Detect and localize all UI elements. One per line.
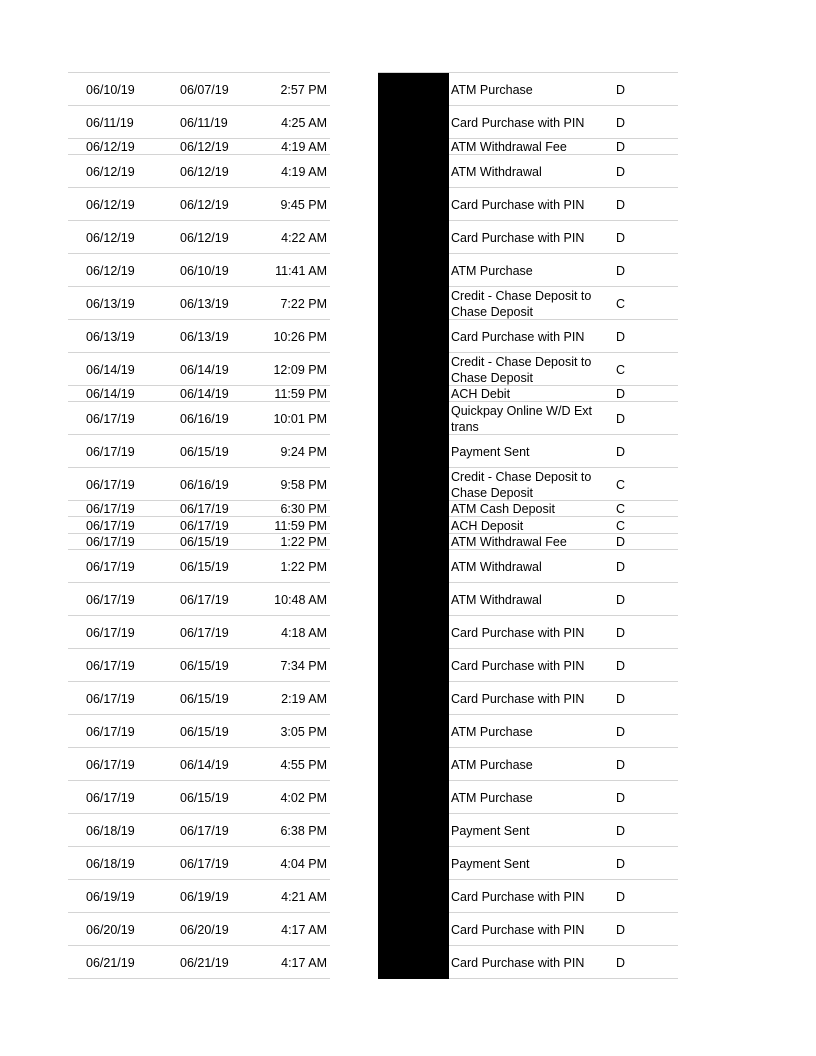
table-row xyxy=(0,682,816,715)
table-row xyxy=(0,320,816,353)
posted-date-cell: 06/17/19 xyxy=(86,518,135,533)
table-row xyxy=(0,221,816,254)
transaction-time-cell: 4:02 PM xyxy=(280,790,327,805)
description-cell: Credit - Chase Deposit to Chase Deposit xyxy=(451,469,592,500)
description-cell: Card Purchase with PIN xyxy=(451,329,585,344)
transaction-date-cell: 06/12/19 xyxy=(180,164,229,179)
table-row xyxy=(0,353,816,386)
debit-credit-cell: C xyxy=(616,518,626,533)
description-cell: ATM Withdrawal xyxy=(451,592,542,607)
transaction-time-cell: 4:04 PM xyxy=(280,856,327,871)
debit-credit-cell: D xyxy=(616,411,626,426)
table-row xyxy=(0,468,816,501)
debit-credit-cell: D xyxy=(616,387,626,401)
description-cell: Credit - Chase Deposit to Chase Deposit xyxy=(451,354,592,385)
transaction-date-cell: 06/15/19 xyxy=(180,535,229,549)
posted-date-cell: 06/10/19 xyxy=(86,82,135,97)
redaction-block xyxy=(378,715,449,748)
debit-credit-cell: D xyxy=(616,535,626,549)
redaction-block xyxy=(378,106,449,139)
redaction-block xyxy=(378,139,449,155)
transaction-time-cell: 4:19 AM xyxy=(281,140,327,154)
posted-date-cell: 06/17/19 xyxy=(86,535,135,549)
description-cell: ATM Withdrawal Fee xyxy=(451,140,567,154)
debit-credit-cell: D xyxy=(616,724,626,739)
redaction-block xyxy=(378,682,449,715)
posted-date-cell: 06/17/19 xyxy=(86,502,135,516)
transaction-time-cell: 10:48 AM xyxy=(274,592,327,607)
table-row xyxy=(0,106,816,139)
transaction-date-cell: 06/17/19 xyxy=(180,518,229,533)
description-cell: ATM Purchase xyxy=(451,82,533,97)
transaction-time-cell: 10:26 PM xyxy=(273,329,327,344)
table-row xyxy=(0,583,816,616)
redaction-block xyxy=(378,847,449,880)
transaction-time-cell: 11:41 AM xyxy=(275,263,327,278)
transaction-date-cell: 06/21/19 xyxy=(180,955,229,970)
transaction-time-cell: 9:45 PM xyxy=(280,197,327,212)
posted-date-cell: 06/13/19 xyxy=(86,296,135,311)
description-cell: ATM Withdrawal xyxy=(451,164,542,179)
transaction-time-cell: 7:22 PM xyxy=(280,296,327,311)
debit-credit-cell: C xyxy=(616,477,626,492)
transaction-date-cell: 06/11/19 xyxy=(180,115,228,130)
posted-date-cell: 06/13/19 xyxy=(86,329,135,344)
redaction-block xyxy=(378,517,449,534)
description-cell: ATM Purchase xyxy=(451,263,533,278)
description-cell: Payment Sent xyxy=(451,823,530,838)
transaction-date-cell: 06/12/19 xyxy=(180,140,229,154)
description-cell: Card Purchase with PIN xyxy=(451,889,585,904)
posted-date-cell: 06/20/19 xyxy=(86,922,135,937)
posted-date-cell: 06/17/19 xyxy=(86,757,135,772)
table-row xyxy=(0,386,816,402)
description-cell: Card Purchase with PIN xyxy=(451,922,585,937)
table-row xyxy=(0,880,816,913)
transaction-time-cell: 4:55 PM xyxy=(280,757,327,772)
redaction-block xyxy=(378,946,449,979)
transaction-date-cell: 06/14/19 xyxy=(180,757,229,772)
posted-date-cell: 06/17/19 xyxy=(86,691,135,706)
posted-date-cell: 06/12/19 xyxy=(86,230,135,245)
debit-credit-cell: D xyxy=(616,230,626,245)
redaction-block xyxy=(378,913,449,946)
posted-date-cell: 06/17/19 xyxy=(86,658,135,673)
description-cell: ATM Cash Deposit xyxy=(451,502,555,516)
posted-date-cell: 06/17/19 xyxy=(86,790,135,805)
debit-credit-cell: D xyxy=(616,559,626,574)
transaction-date-cell: 06/14/19 xyxy=(180,387,229,401)
redaction-block xyxy=(378,814,449,847)
posted-date-cell: 06/11/19 xyxy=(86,115,134,130)
redaction-block xyxy=(378,649,449,682)
transaction-date-cell: 06/13/19 xyxy=(180,329,229,344)
transaction-date-cell: 06/13/19 xyxy=(180,296,229,311)
description-cell: ACH Debit xyxy=(451,387,511,401)
debit-credit-cell: D xyxy=(616,658,626,673)
transaction-time-cell: 4:22 AM xyxy=(281,230,327,245)
debit-credit-cell: D xyxy=(616,115,626,130)
posted-date-cell: 06/17/19 xyxy=(86,559,135,574)
debit-credit-cell: C xyxy=(616,296,626,311)
table-row xyxy=(0,748,816,781)
transaction-time-cell: 9:58 PM xyxy=(280,477,327,492)
transaction-date-cell: 06/15/19 xyxy=(180,658,229,673)
transaction-time-cell: 4:18 AM xyxy=(281,625,327,640)
table-row xyxy=(0,435,816,468)
description-cell: Card Purchase with PIN xyxy=(451,197,585,212)
description-cell: ATM Withdrawal xyxy=(451,559,542,574)
redaction-block xyxy=(378,435,449,468)
posted-date-cell: 06/18/19 xyxy=(86,823,135,838)
redaction-block xyxy=(378,254,449,287)
transaction-date-cell: 06/17/19 xyxy=(180,502,229,516)
transaction-time-cell: 2:19 AM xyxy=(281,691,327,706)
transaction-date-cell: 06/12/19 xyxy=(180,230,229,245)
posted-date-cell: 06/17/19 xyxy=(86,477,135,492)
redaction-block xyxy=(378,748,449,781)
redaction-block xyxy=(378,402,449,435)
description-cell: Payment Sent xyxy=(451,856,530,871)
redaction-block xyxy=(378,534,449,550)
debit-credit-cell: D xyxy=(616,922,626,937)
debit-credit-cell: D xyxy=(616,757,626,772)
debit-credit-cell: D xyxy=(616,955,626,970)
debit-credit-cell: D xyxy=(616,263,626,278)
description-cell: ATM Purchase xyxy=(451,724,533,739)
transaction-date-cell: 06/16/19 xyxy=(180,477,229,492)
redaction-block xyxy=(378,550,449,583)
table-row xyxy=(0,534,816,550)
posted-date-cell: 06/17/19 xyxy=(86,592,135,607)
table-row xyxy=(0,814,816,847)
description-cell: ATM Purchase xyxy=(451,790,533,805)
transaction-date-cell: 06/14/19 xyxy=(180,362,229,377)
debit-credit-cell: D xyxy=(616,82,626,97)
posted-date-cell: 06/12/19 xyxy=(86,263,135,278)
description-cell: Card Purchase with PIN xyxy=(451,658,585,673)
redaction-block xyxy=(378,468,449,501)
table-row xyxy=(0,501,816,517)
transaction-time-cell: 4:21 AM xyxy=(281,889,327,904)
debit-credit-cell: D xyxy=(616,691,626,706)
redaction-block xyxy=(378,386,449,402)
debit-credit-cell: D xyxy=(616,625,626,640)
transaction-time-cell: 4:17 AM xyxy=(281,922,327,937)
description-cell: Card Purchase with PIN xyxy=(451,955,585,970)
table-row xyxy=(0,73,816,106)
redaction-block xyxy=(378,73,449,106)
transaction-date-cell: 06/17/19 xyxy=(180,823,229,838)
redaction-block xyxy=(378,501,449,517)
transaction-date-cell: 06/15/19 xyxy=(180,559,229,574)
redaction-block xyxy=(378,287,449,320)
transaction-time-cell: 4:19 AM xyxy=(281,164,327,179)
posted-date-cell: 06/21/19 xyxy=(86,955,135,970)
transaction-date-cell: 06/15/19 xyxy=(180,790,229,805)
description-cell: ACH Deposit xyxy=(451,518,524,533)
table-row xyxy=(0,517,816,534)
transaction-date-cell: 06/17/19 xyxy=(180,625,229,640)
description-cell: Card Purchase with PIN xyxy=(451,115,585,130)
redaction-block xyxy=(378,616,449,649)
transaction-date-cell: 06/12/19 xyxy=(180,197,229,212)
posted-date-cell: 06/12/19 xyxy=(86,164,135,179)
table-row xyxy=(0,402,816,435)
debit-credit-cell: D xyxy=(616,889,626,904)
transaction-time-cell: 4:25 AM xyxy=(281,115,327,130)
transaction-time-cell: 11:59 PM xyxy=(274,387,327,401)
redaction-block xyxy=(378,320,449,353)
debit-credit-cell: C xyxy=(616,502,626,516)
posted-date-cell: 06/12/19 xyxy=(86,140,135,154)
row-divider-left xyxy=(68,978,330,979)
transaction-date-cell: 06/20/19 xyxy=(180,922,229,937)
redaction-block xyxy=(378,155,449,188)
posted-date-cell: 06/17/19 xyxy=(86,625,135,640)
table-row xyxy=(0,139,816,155)
table-row xyxy=(0,287,816,320)
transaction-date-cell: 06/17/19 xyxy=(180,592,229,607)
description-cell: ATM Withdrawal Fee xyxy=(451,535,567,549)
debit-credit-cell: D xyxy=(616,197,626,212)
table-row xyxy=(0,781,816,814)
transaction-time-cell: 1:22 PM xyxy=(280,535,327,549)
debit-credit-cell: D xyxy=(616,592,626,607)
posted-date-cell: 06/19/19 xyxy=(86,889,135,904)
transaction-time-cell: 10:01 PM xyxy=(273,411,327,426)
table-row xyxy=(0,946,816,979)
debit-credit-cell: D xyxy=(616,140,626,154)
redaction-block xyxy=(378,880,449,913)
transaction-date-cell: 06/15/19 xyxy=(180,724,229,739)
transaction-time-cell: 6:30 PM xyxy=(280,502,327,516)
transaction-time-cell: 4:17 AM xyxy=(281,955,327,970)
transaction-date-cell: 06/07/19 xyxy=(180,82,229,97)
table-row xyxy=(0,913,816,946)
transaction-time-cell: 11:59 PM xyxy=(274,518,327,533)
debit-credit-cell: D xyxy=(616,823,626,838)
debit-credit-cell: D xyxy=(616,164,626,179)
transaction-time-cell: 3:05 PM xyxy=(280,724,327,739)
redaction-block xyxy=(378,781,449,814)
posted-date-cell: 06/17/19 xyxy=(86,411,135,426)
debit-credit-cell: D xyxy=(616,444,626,459)
transaction-date-cell: 06/15/19 xyxy=(180,691,229,706)
posted-date-cell: 06/17/19 xyxy=(86,724,135,739)
description-cell: Quickpay Online W/D Ext trans xyxy=(451,403,593,434)
table-row xyxy=(0,715,816,748)
transaction-time-cell: 7:34 PM xyxy=(280,658,327,673)
transaction-date-cell: 06/16/19 xyxy=(180,411,229,426)
posted-date-cell: 06/14/19 xyxy=(86,362,135,377)
posted-date-cell: 06/18/19 xyxy=(86,856,135,871)
redaction-block xyxy=(378,353,449,386)
transaction-date-cell: 06/19/19 xyxy=(180,889,229,904)
row-divider-right xyxy=(449,978,678,979)
description-cell: Card Purchase with PIN xyxy=(451,625,585,640)
transaction-time-cell: 1:22 PM xyxy=(280,559,327,574)
debit-credit-cell: D xyxy=(616,790,626,805)
table-row xyxy=(0,649,816,682)
description-cell: Card Purchase with PIN xyxy=(451,230,585,245)
transaction-time-cell: 6:38 PM xyxy=(280,823,327,838)
transaction-time-cell: 12:09 PM xyxy=(273,362,327,377)
table-row xyxy=(0,155,816,188)
posted-date-cell: 06/17/19 xyxy=(86,444,135,459)
table-row xyxy=(0,188,816,221)
debit-credit-cell: D xyxy=(616,329,626,344)
transaction-date-cell: 06/17/19 xyxy=(180,856,229,871)
table-row xyxy=(0,847,816,880)
posted-date-cell: 06/14/19 xyxy=(86,387,135,401)
redaction-block xyxy=(378,221,449,254)
transaction-time-cell: 2:57 PM xyxy=(280,82,327,97)
posted-date-cell: 06/12/19 xyxy=(86,197,135,212)
debit-credit-cell: D xyxy=(616,856,626,871)
description-cell: Payment Sent xyxy=(451,444,530,459)
description-cell: Card Purchase with PIN xyxy=(451,691,585,706)
transaction-time-cell: 9:24 PM xyxy=(280,444,327,459)
table-row xyxy=(0,254,816,287)
description-cell: Credit - Chase Deposit to Chase Deposit xyxy=(451,288,592,319)
table-row xyxy=(0,616,816,649)
redaction-block xyxy=(378,188,449,221)
redaction-block xyxy=(378,583,449,616)
description-cell: ATM Purchase xyxy=(451,757,533,772)
debit-credit-cell: C xyxy=(616,362,626,377)
table-row xyxy=(0,550,816,583)
transaction-date-cell: 06/15/19 xyxy=(180,444,229,459)
transaction-date-cell: 06/10/19 xyxy=(180,263,229,278)
